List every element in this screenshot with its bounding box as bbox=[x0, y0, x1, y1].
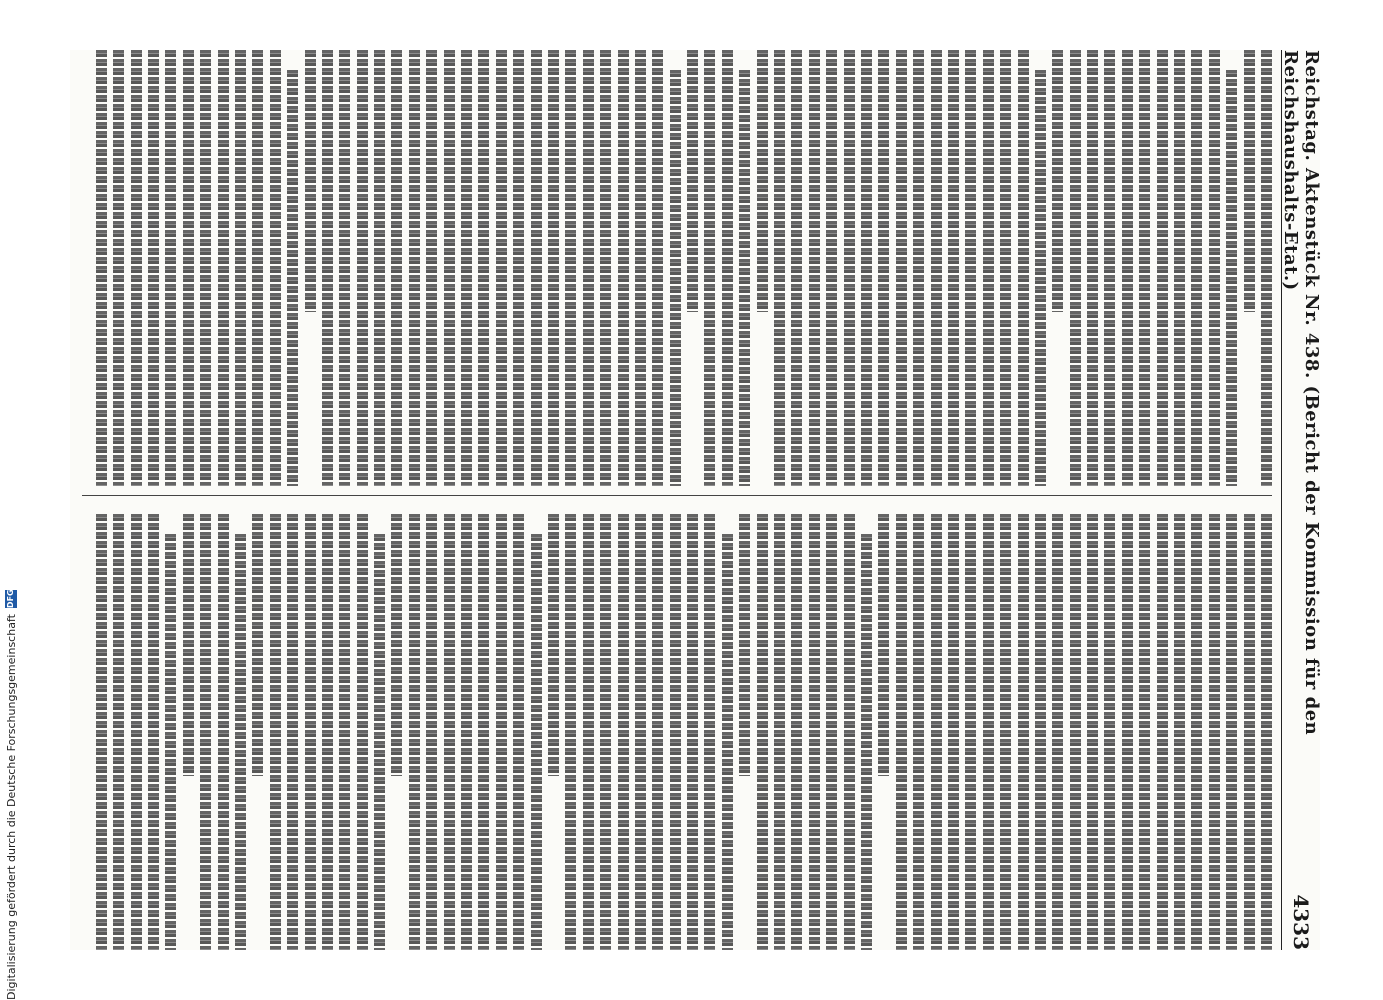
text-line bbox=[896, 50, 907, 486]
text-line bbox=[1174, 50, 1185, 486]
text-line bbox=[600, 514, 611, 950]
text-line bbox=[113, 514, 124, 950]
text-line bbox=[948, 514, 959, 950]
text-line bbox=[391, 514, 402, 776]
text-line bbox=[252, 514, 263, 776]
text-line bbox=[235, 50, 246, 486]
text-line bbox=[322, 50, 333, 486]
text-line bbox=[1070, 514, 1081, 950]
text-line bbox=[722, 50, 733, 486]
text-line bbox=[931, 50, 942, 486]
text-line bbox=[548, 50, 559, 486]
text-line bbox=[583, 50, 594, 486]
text-line bbox=[270, 514, 281, 950]
text-line bbox=[757, 514, 768, 950]
text-line bbox=[1087, 50, 1098, 486]
text-column-right bbox=[82, 514, 1272, 950]
text-line bbox=[270, 50, 281, 486]
text-line bbox=[374, 534, 385, 950]
text-line bbox=[426, 514, 437, 950]
text-line bbox=[357, 50, 368, 486]
text-line bbox=[652, 50, 663, 486]
text-line bbox=[896, 514, 907, 950]
text-line bbox=[983, 50, 994, 486]
text-line bbox=[687, 50, 698, 312]
text-line bbox=[1226, 514, 1237, 950]
text-line bbox=[583, 514, 594, 950]
text-column-left bbox=[82, 50, 1272, 496]
text-line bbox=[148, 514, 159, 950]
text-line bbox=[844, 50, 855, 486]
digitization-credit bbox=[2, 0, 20, 1000]
text-line bbox=[444, 514, 455, 950]
text-line bbox=[478, 514, 489, 950]
text-line bbox=[496, 50, 507, 486]
text-line bbox=[774, 514, 785, 950]
text-line bbox=[965, 50, 976, 486]
text-line bbox=[444, 50, 455, 486]
text-line bbox=[391, 50, 402, 486]
text-line bbox=[670, 514, 681, 950]
text-line bbox=[131, 50, 142, 486]
scanned-page bbox=[70, 50, 1320, 950]
text-line bbox=[965, 514, 976, 950]
text-line bbox=[1035, 70, 1046, 486]
text-line bbox=[844, 514, 855, 950]
text-line bbox=[1070, 50, 1081, 486]
text-line bbox=[1209, 50, 1220, 486]
text-line bbox=[705, 514, 716, 950]
text-line bbox=[878, 514, 889, 776]
text-line bbox=[757, 50, 768, 312]
text-line bbox=[861, 50, 872, 486]
text-line bbox=[600, 50, 611, 486]
page-header bbox=[1281, 50, 1320, 950]
text-line bbox=[218, 514, 229, 950]
text-line bbox=[1226, 70, 1237, 486]
text-line bbox=[565, 514, 576, 950]
text-line bbox=[635, 50, 646, 486]
text-line bbox=[183, 514, 194, 776]
text-line bbox=[426, 50, 437, 486]
text-line bbox=[131, 514, 142, 950]
text-line bbox=[983, 514, 994, 950]
text-line bbox=[287, 514, 298, 950]
text-line bbox=[739, 70, 750, 486]
text-line bbox=[878, 50, 889, 486]
text-line bbox=[1191, 514, 1202, 950]
credit-text: Digitalisierung gefördert durch die Deutsche Forschungsgemeinschaft bbox=[4, 614, 18, 1000]
text-line bbox=[96, 50, 107, 486]
text-line bbox=[739, 514, 750, 776]
text-line bbox=[96, 514, 107, 950]
text-line bbox=[339, 50, 350, 486]
text-line bbox=[1174, 514, 1185, 950]
text-line bbox=[670, 70, 681, 486]
dfg-logo: DFG bbox=[6, 589, 15, 609]
text-line bbox=[287, 70, 298, 486]
page-number: 4333 bbox=[1289, 894, 1313, 950]
text-line bbox=[1244, 50, 1255, 312]
text-line bbox=[339, 514, 350, 950]
text-line bbox=[1139, 50, 1150, 486]
text-line bbox=[513, 50, 524, 486]
text-line bbox=[722, 534, 733, 950]
text-line bbox=[1261, 514, 1272, 950]
page-header-title: Reichstag. Aktenstück Nr. 438. (Bericht der Kommission für den Reichshaushalts-Etat.) bbox=[1280, 50, 1322, 736]
text-line bbox=[513, 514, 524, 950]
text-line bbox=[705, 50, 716, 486]
text-line bbox=[200, 50, 211, 486]
text-line bbox=[478, 50, 489, 486]
text-line bbox=[148, 50, 159, 486]
text-line bbox=[1035, 514, 1046, 950]
text-line bbox=[113, 50, 124, 486]
text-line bbox=[1087, 514, 1098, 950]
text-line bbox=[1104, 50, 1115, 486]
text-line bbox=[165, 50, 176, 486]
text-line bbox=[1191, 50, 1202, 486]
text-line bbox=[200, 514, 211, 950]
text-line bbox=[791, 50, 802, 486]
text-line bbox=[374, 50, 385, 486]
text-line bbox=[1000, 50, 1011, 486]
text-line bbox=[1157, 50, 1168, 486]
text-line bbox=[235, 534, 246, 950]
rotated-page-content bbox=[70, 50, 1320, 950]
text-line bbox=[252, 50, 263, 486]
text-line bbox=[1052, 514, 1063, 950]
text-line bbox=[218, 50, 229, 486]
text-line bbox=[305, 50, 316, 312]
text-line bbox=[826, 50, 837, 486]
text-line bbox=[1261, 50, 1272, 486]
text-line bbox=[1018, 50, 1029, 486]
text-line bbox=[1104, 514, 1115, 950]
text-line bbox=[305, 514, 316, 950]
text-line bbox=[461, 514, 472, 950]
text-line bbox=[1244, 514, 1255, 950]
text-line bbox=[948, 50, 959, 486]
text-line bbox=[548, 514, 559, 776]
text-line bbox=[826, 514, 837, 950]
text-line bbox=[1052, 50, 1063, 312]
text-line bbox=[409, 514, 420, 950]
text-line bbox=[565, 50, 576, 486]
text-line bbox=[913, 50, 924, 486]
text-line bbox=[652, 514, 663, 950]
text-line bbox=[183, 50, 194, 486]
text-line bbox=[461, 50, 472, 486]
text-line bbox=[1122, 514, 1133, 950]
text-line bbox=[635, 514, 646, 950]
text-line bbox=[1122, 50, 1133, 486]
text-line bbox=[357, 514, 368, 950]
text-line bbox=[774, 50, 785, 486]
text-line bbox=[931, 514, 942, 950]
text-line bbox=[409, 50, 420, 486]
text-line bbox=[531, 50, 542, 486]
text-line bbox=[1157, 514, 1168, 950]
text-line bbox=[1139, 514, 1150, 950]
text-line bbox=[1209, 514, 1220, 950]
text-line bbox=[618, 50, 629, 486]
text-line bbox=[1018, 514, 1029, 950]
text-line bbox=[496, 514, 507, 950]
text-columns bbox=[82, 50, 1272, 950]
text-line bbox=[687, 514, 698, 950]
text-line bbox=[322, 514, 333, 950]
text-line bbox=[618, 514, 629, 950]
text-line bbox=[913, 514, 924, 950]
text-line bbox=[791, 514, 802, 950]
text-line bbox=[531, 534, 542, 950]
text-line bbox=[809, 514, 820, 950]
text-line bbox=[165, 534, 176, 950]
text-line bbox=[861, 534, 872, 950]
text-line bbox=[1000, 514, 1011, 950]
text-line bbox=[809, 50, 820, 486]
